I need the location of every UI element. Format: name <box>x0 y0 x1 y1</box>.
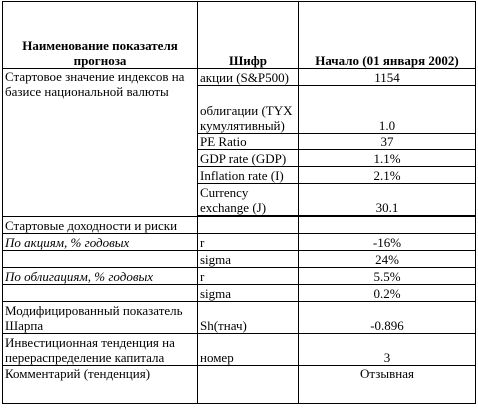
empty-cell <box>3 285 198 302</box>
sharpe-code: Sh(тнач) <box>198 302 299 334</box>
comment-value: Отзывная <box>299 366 476 404</box>
stocks-value: 1154 <box>299 69 476 86</box>
start-indices-label: Стартовое значение индексов на базисе национальной валюты <box>3 69 198 217</box>
sharpe-label: Модифицированный показатель Шарпа <box>3 302 198 334</box>
empty-cell <box>299 217 476 234</box>
table-row <box>3 302 476 334</box>
stocks-sigma-value: 24% <box>299 251 476 268</box>
gdp-code: GDP rate (GDP) <box>198 150 299 167</box>
stocks-sigma-code: sigma <box>198 251 299 268</box>
trend-code: номер <box>198 334 299 366</box>
bonds-value: 1.0 <box>299 86 476 134</box>
gdp-value: 1.1% <box>299 150 476 167</box>
header-indicator-name: Наименование показателя прогноза <box>3 2 198 69</box>
sharpe-value: -0.896 <box>299 302 476 334</box>
header-code: Шифр <box>198 2 299 69</box>
pe-value: 37 <box>299 134 476 150</box>
forecast-table <box>2 1 476 404</box>
stocks-code: акции (S&P500) <box>198 69 299 86</box>
empty-cell <box>198 217 299 234</box>
stocks-annual-label: По акциям, % годовых <box>3 234 198 251</box>
bonds-sigma-value: 0.2% <box>299 285 476 302</box>
trend-value: 3 <box>299 334 476 366</box>
header-row <box>3 2 476 69</box>
bonds-r-code: r <box>198 268 299 285</box>
trend-label: Инвестиционная тенденция на перераспределение капитала <box>3 334 198 366</box>
header-start: Начало (01 января 2002) <box>299 2 476 69</box>
table-row <box>3 285 476 302</box>
table-row <box>3 334 476 366</box>
stocks-r-value: -16% <box>299 234 476 251</box>
currency-code: Currency exchange (J) <box>198 184 299 216</box>
comment-label: Комментарий (тенденция) <box>3 366 198 404</box>
table-row <box>3 217 476 234</box>
bonds-sigma-code: sigma <box>198 285 299 302</box>
stocks-r-code: r <box>198 234 299 251</box>
empty-cell <box>3 251 198 268</box>
inflation-value: 2.1% <box>299 167 476 184</box>
start-returns-label: Стартовые доходности и риски <box>3 217 198 234</box>
bonds-r-value: 5.5% <box>299 268 476 285</box>
empty-cell <box>198 366 299 404</box>
table-row <box>3 366 476 404</box>
table-row <box>3 268 476 285</box>
bonds-annual-label: По облигациям, % годовых <box>3 268 198 285</box>
table-row <box>3 251 476 268</box>
inflation-code: Inflation rate (I) <box>198 167 299 184</box>
bonds-code: облигации (TYX кумулятивный) <box>198 86 299 134</box>
table-row <box>3 69 476 86</box>
currency-value: 30.1 <box>299 184 476 216</box>
pe-code: PE Ratio <box>198 134 299 150</box>
table-row <box>3 234 476 251</box>
